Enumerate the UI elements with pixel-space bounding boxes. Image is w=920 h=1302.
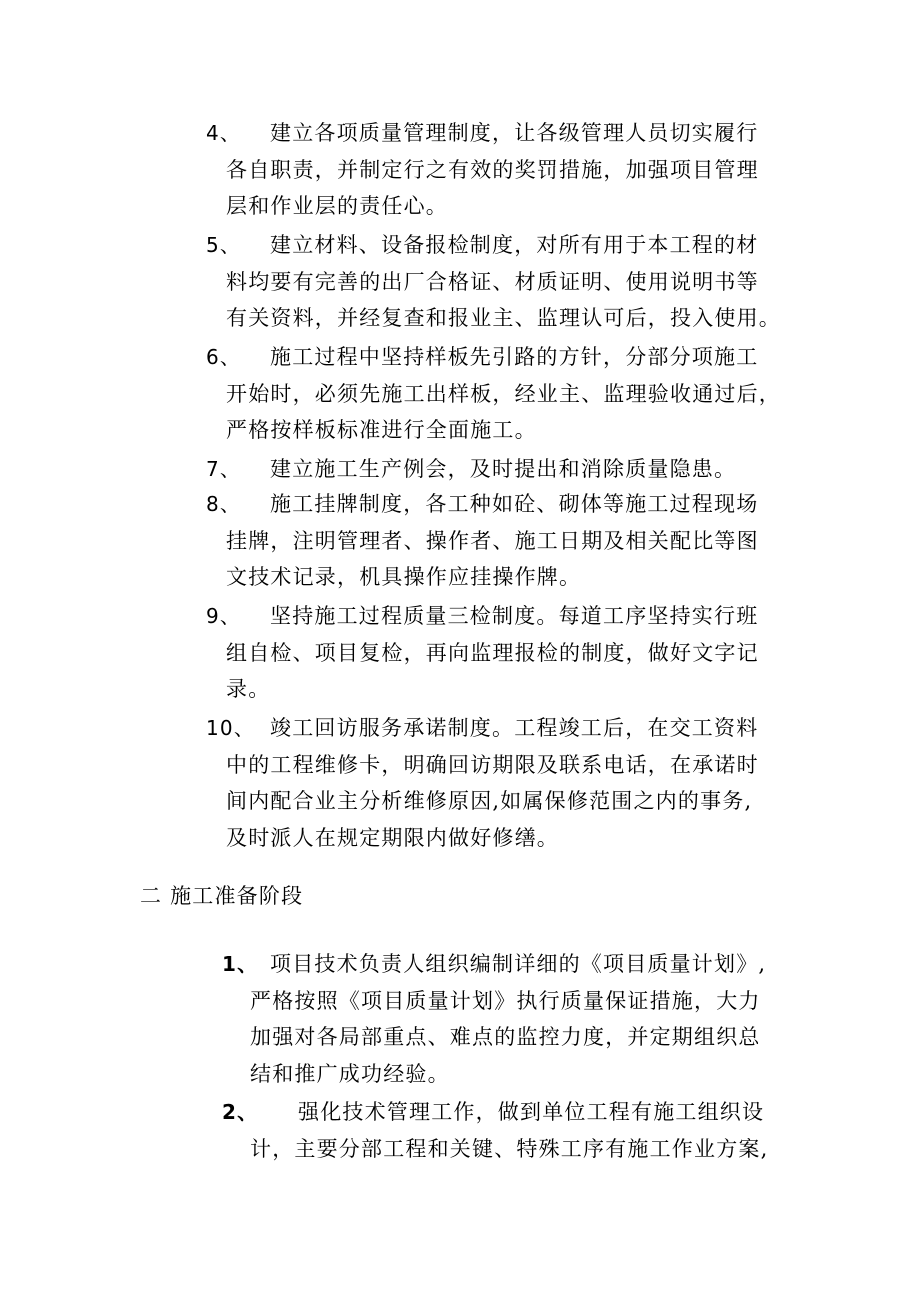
item-line: 结和推广成功经验。: [250, 1061, 450, 1086]
item-line: 组自检、项目复检，再向监理报检的制度，做好文字记: [226, 640, 759, 665]
item-line: 及时派人在规定期限内做好修缮。: [226, 825, 559, 850]
item-number: 4、: [206, 121, 242, 145]
item-line: 坚持施工过程质量三检制度。每道工序坚持实行班: [270, 604, 759, 628]
item-line: 计，主要分部工程和关键、特殊工序有施工作业方案,: [250, 1136, 769, 1161]
item-line: 建立材料、设备报检制度，对所有用于本工程的材: [270, 233, 759, 257]
list-item-7: [206, 451, 826, 488]
item-number: 9、: [206, 604, 242, 628]
item-line: 严格按样板标准进行全面施工。: [226, 418, 537, 442]
item-number: 6、: [206, 345, 242, 369]
item-line: 严格按照《项目质量计划》执行质量保证措施，大力: [250, 988, 761, 1013]
list-item-2: [222, 1094, 822, 1168]
list-item-4: [206, 115, 826, 225]
item-line: 有关资料，并经复查和报业主、监理认可后，投入使用。: [226, 306, 781, 330]
list-item-6: [206, 339, 826, 449]
list-item-8: [206, 486, 826, 596]
item-line: 开始时，必须先施工出样板，经业主、监理验收通过后，: [226, 381, 781, 406]
item-line: 各自职责，并制定行之有效的奖罚措施，加强项目管理: [226, 157, 759, 182]
item-number: 8、: [206, 492, 242, 516]
item-line: 强化技术管理工作，做到单位工程有施工组织设: [298, 1100, 765, 1124]
section-heading: 二 施工准备阶段: [140, 884, 304, 908]
item-number: 7、: [206, 457, 242, 481]
item-line: 施工挂牌制度，各工种如砼、砌体等施工过程现场: [270, 492, 759, 516]
item-number: 1、: [222, 952, 259, 976]
item-line: 建立施工生产例会，及时提出和消除质量隐患。: [270, 457, 737, 481]
item-line: 挂牌，注明管理者、操作者、施工日期及相关配比等图: [226, 528, 759, 553]
item-line: 文技术记录，机具操作应挂操作牌。: [226, 565, 582, 589]
item-line: 间内配合业主分析维修原因,如属保修范围之内的事务,: [226, 789, 753, 813]
item-number: 2、: [222, 1100, 259, 1124]
item-line: 中的工程维修卡，明确回访期限及联系电话，在承诺时: [226, 752, 759, 777]
item-line: 录。: [226, 677, 271, 701]
item-number: 5、: [206, 233, 242, 257]
item-line: 项目技术负责人组织编制详细的《项目质量计划》,: [270, 952, 767, 976]
list-item-10: [206, 710, 826, 856]
item-line: 竣工回访服务承诺制度。工程竣工后，在交工资料: [270, 716, 759, 740]
item-line: 施工过程中坚持样板先引路的方针，分部分项施工: [270, 345, 759, 369]
item-number: 10、: [206, 716, 256, 740]
item-line: 建立各项质量管理制度，让各级管理人员切实履行: [270, 121, 759, 145]
list-item-9: [206, 598, 826, 708]
list-item-5: [206, 227, 826, 337]
list-item-1: [222, 946, 822, 1092]
item-line: 加强对各局部重点、难点的监控力度，并定期组织总: [250, 1025, 761, 1049]
item-line: 料均要有完善的出厂合格证、材质证明、使用说明书等: [226, 269, 759, 294]
item-line: 层和作业层的责任心。: [226, 194, 448, 218]
